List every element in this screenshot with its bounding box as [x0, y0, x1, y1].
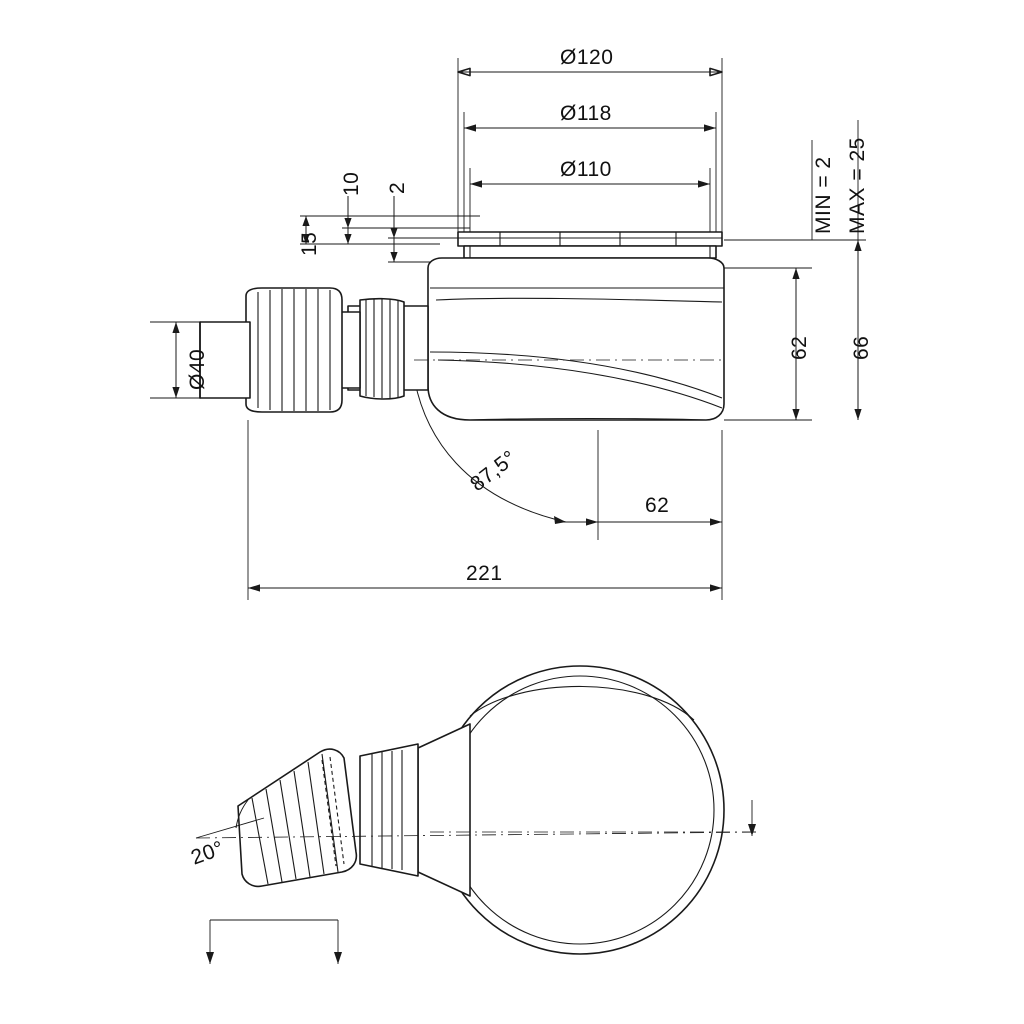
label-2: 2: [386, 181, 409, 194]
label-66-height: 66: [850, 335, 873, 360]
side-view-union-nut: [246, 288, 342, 412]
dim-62-offset: [560, 430, 722, 540]
label-d110: Ø110: [560, 158, 612, 181]
plan-view-neck: [360, 724, 470, 896]
label-min: MIN = 2: [812, 156, 835, 234]
label-62-offset: 62: [645, 494, 670, 517]
label-15: 15: [298, 231, 321, 256]
side-view-body: [428, 258, 724, 420]
label-angle-87-5: 87,5°: [466, 446, 521, 497]
plan-view-union-nut: [238, 749, 356, 886]
label-angle-20: 20°: [188, 836, 228, 870]
label-d118: Ø118: [560, 102, 612, 125]
label-62-height: 62: [788, 335, 811, 360]
dim-d120: [458, 58, 722, 232]
side-view-flange: [458, 232, 722, 258]
label-d40: Ø40: [186, 348, 209, 390]
label-10: 10: [340, 171, 363, 196]
label-max: MAX = 25: [846, 137, 869, 234]
plan-view-body: [436, 666, 724, 954]
dim-62-66: [700, 120, 866, 420]
label-221: 221: [466, 562, 503, 585]
side-view-neck: [340, 299, 428, 399]
dim-15-10-2: [300, 196, 480, 262]
label-d120: Ø120: [560, 46, 614, 69]
